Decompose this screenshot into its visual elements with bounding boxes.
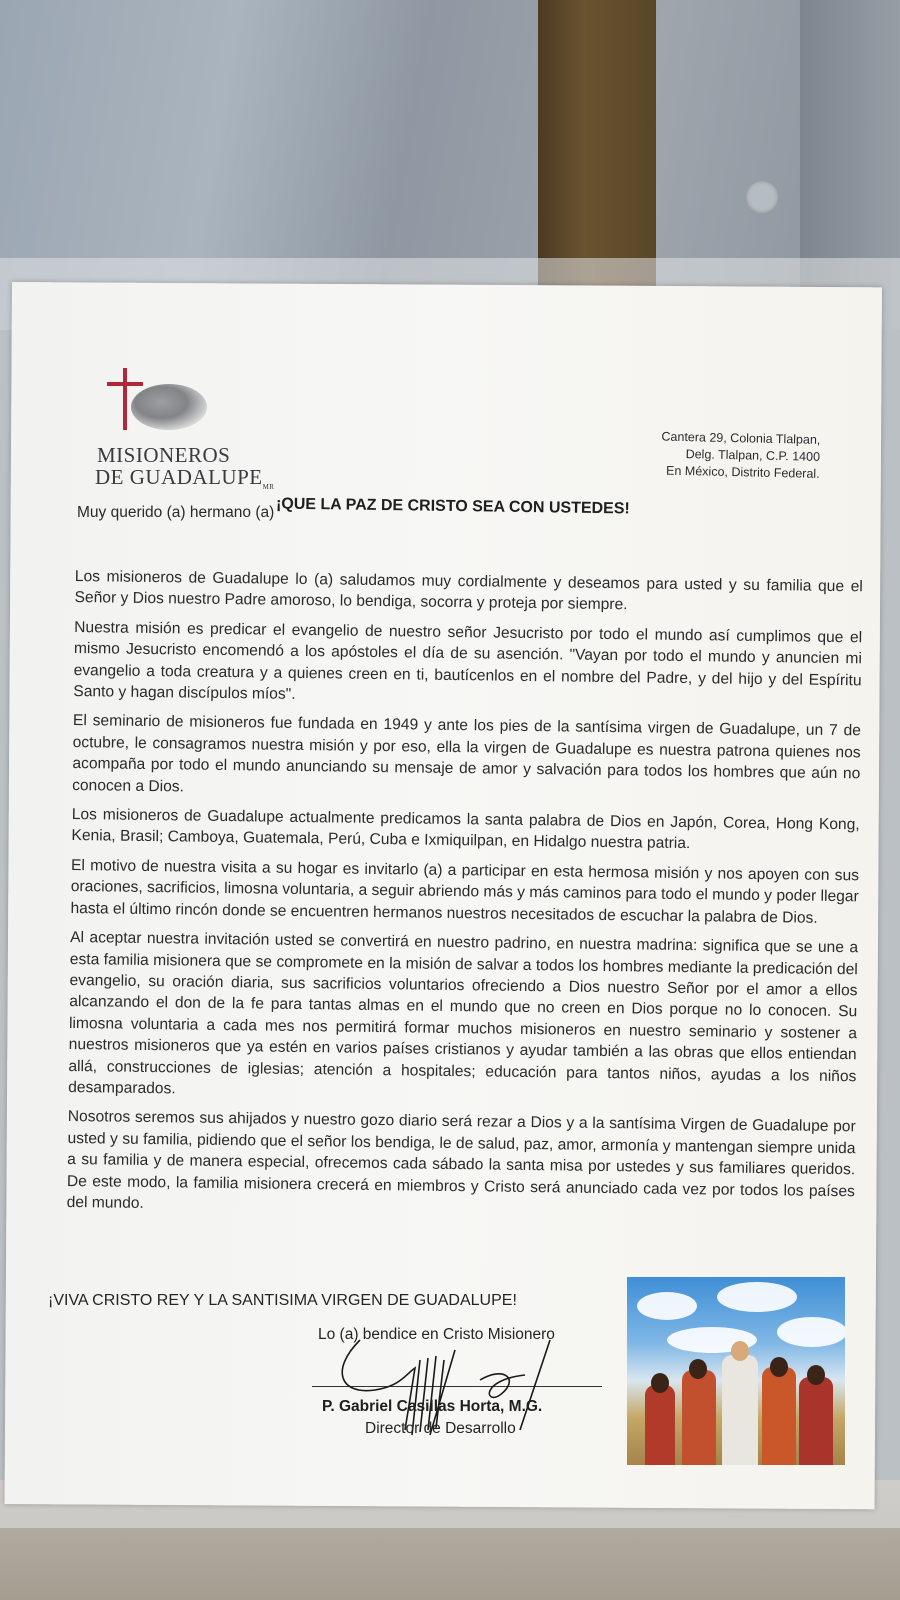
address-line: Cantera 29, Colonia Tlalpan, (661, 429, 821, 447)
logo-trademark: MR (262, 483, 275, 492)
closing-line: ¡VIVA CRISTO REY Y LA SANTISIMA VIRGEN DE GUADALUPE! (48, 1292, 517, 1309)
shirt-button (745, 180, 779, 214)
logo-line-1: MISIONEROS (97, 443, 231, 467)
paragraph: Los misioneros de Guadalupe lo (a) saludamos muy cordialmente y deseamos para usted y su familia que el Señor y Dios nuestro Padre amoroso, lo bendiga, socorra y proteja por siempre. (74, 567, 863, 614)
address-block (639, 428, 820, 483)
missionaries-photo (627, 1277, 845, 1465)
logo-text (95, 444, 274, 498)
headline: ¡QUE LA PAZ DE CRISTO SEA CON USTEDES! (275, 495, 630, 518)
paragraph: Los misioneros de Guadalupe actualmente predicamos la santa palabra de Dios en Japón, Corea, Hong Kong, Kenia, Brasil; Camboya, Guatemala, Perú, Cuba e Ixmiquilpan, en Hidalgo nuestra patria. (71, 806, 860, 853)
address-line: Delg. Tlalpan, C.P. 1400 (685, 447, 821, 464)
signer-role: Director de Desarrollo (365, 1420, 516, 1437)
paragraph: Nuestra misión es predicar el evangelio de nuestro señor Jesucristo por todo el mundo así cumplimos que el mismo Jesucristo encomendó a los apóstoles el día de su asención. "Vayan por todo el mundo y anuncien mi evangelio a toda creatura y a quienes creen en ti, bautícenlos en el nombre del Padre, y del hijo y del Espíritu Santo y hagan discípulos míos". (73, 618, 863, 703)
address-line: En México, Distrito Federal. (665, 463, 820, 481)
logo-line-2: DE GUADALUPE (95, 465, 263, 489)
paragraph: Nosotros seremos sus ahijados y nuestro gozo diario será rezar a Dios y a la santísima Virgen de Guadalupe por usted y su familia, pidiendo que el señor los bendiga, le de salud, paz, amor, armonía y mantengan siempre unida a su familia y de manera especial, ofrecemos cada sábado la santa misa por ustedes y sus familiares queridos. De este modo, la familia misionera crecerá en miembros y Cristo será anunciado cada vez por todos los países del mundo. (66, 1108, 856, 1212)
blessing-line: Lo (a) bendice en Cristo Misionero (318, 1326, 555, 1343)
greeting: Muy querido (a) hermano (a) (77, 504, 275, 521)
paragraph: Al aceptar nuestra invitación usted se convertirá en nuestro padrino, en nuestra madrina: significa que se une a esta familia misionera que se compromete en la misión de salvar a todos los hombres mediante la predicación del evangelio, su oración diaria, sus sacrificios voluntarios ofreciendo a Dios nuestro Señor por el amor a ellos alcanzando el don de la fe para tantas almas en el mundo que no creen en Dios porque no lo conocen. Su limosna voluntaria a cada mes nos permitirá formar muchos misioneros en nuestro seminario y sostener a nuestros misioneros que ya estén en varios países cristianos y ayudar también a las obras que ellos entiendan allá, construcciones de iglesias; atención a hospitales; educación para tantos niños, ayudas a los niños desamparados. (68, 929, 859, 1098)
cross-globe-icon (95, 368, 205, 438)
paragraph: El seminario de misioneros fue fundada en 1949 y ante los pies de la santísima virgen de Guadalupe, un 7 de octubre, le consagramos nuestra misión y por eso, ella la virgen de Guadalupe es nuestra patrona quienes nos acompaña por todo el mundo anunciando su mensaje de amor y salvación para todos los hombres que aún no conocen a Dios. (72, 712, 862, 796)
letter-body (66, 566, 863, 1232)
logo (95, 368, 274, 498)
signer-name: P. Gabriel Casillas Horta, M.G. (322, 1398, 543, 1415)
paragraph: El motivo de nuestra visita a su hogar es invitarlo (a) a participar en esta hermosa misión y nos apoyen con sus oraciones, sacrificios, limosna voluntaria, a seguir abriendo más y más caminos para todo el mundo y poder llegar hasta el último rincón donde se encuentren hermanos nuestros necesitados de escuchar la palabra de Dios. (70, 856, 860, 927)
